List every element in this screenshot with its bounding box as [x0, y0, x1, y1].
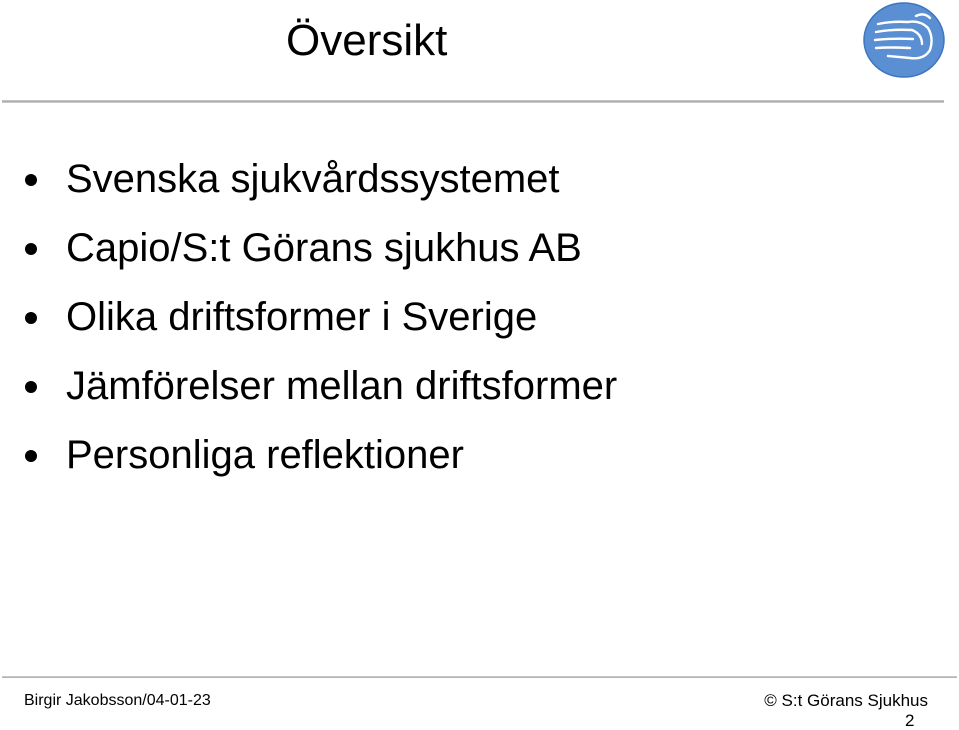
- footer-divider: [2, 676, 957, 678]
- bullet-icon: [25, 174, 37, 186]
- bullet-text: Olika driftsformer i Sverige: [66, 295, 538, 339]
- slide-title: Översikt: [286, 16, 448, 65]
- bullet-text: Personliga reflektioner: [66, 433, 464, 477]
- footer-author-date: Birgir Jakobsson/04-01-23: [24, 692, 211, 709]
- hand-logo-icon: [858, 0, 946, 80]
- bullet-text: Jämförelser mellan driftsformer: [66, 364, 618, 408]
- bullet-text: Capio/S:t Görans sjukhus AB: [66, 226, 582, 270]
- bullet-icon: [25, 381, 37, 393]
- bullet-icon: [25, 243, 37, 255]
- bullet-icon: [25, 450, 37, 462]
- bullet-icon: [25, 312, 37, 324]
- footer-copyright: © S:t Görans Sjukhus: [764, 691, 928, 710]
- bullet-text: Svenska sjukvårdssystemet: [66, 157, 560, 201]
- title-divider: [2, 100, 944, 103]
- page-number: 2: [905, 711, 915, 730]
